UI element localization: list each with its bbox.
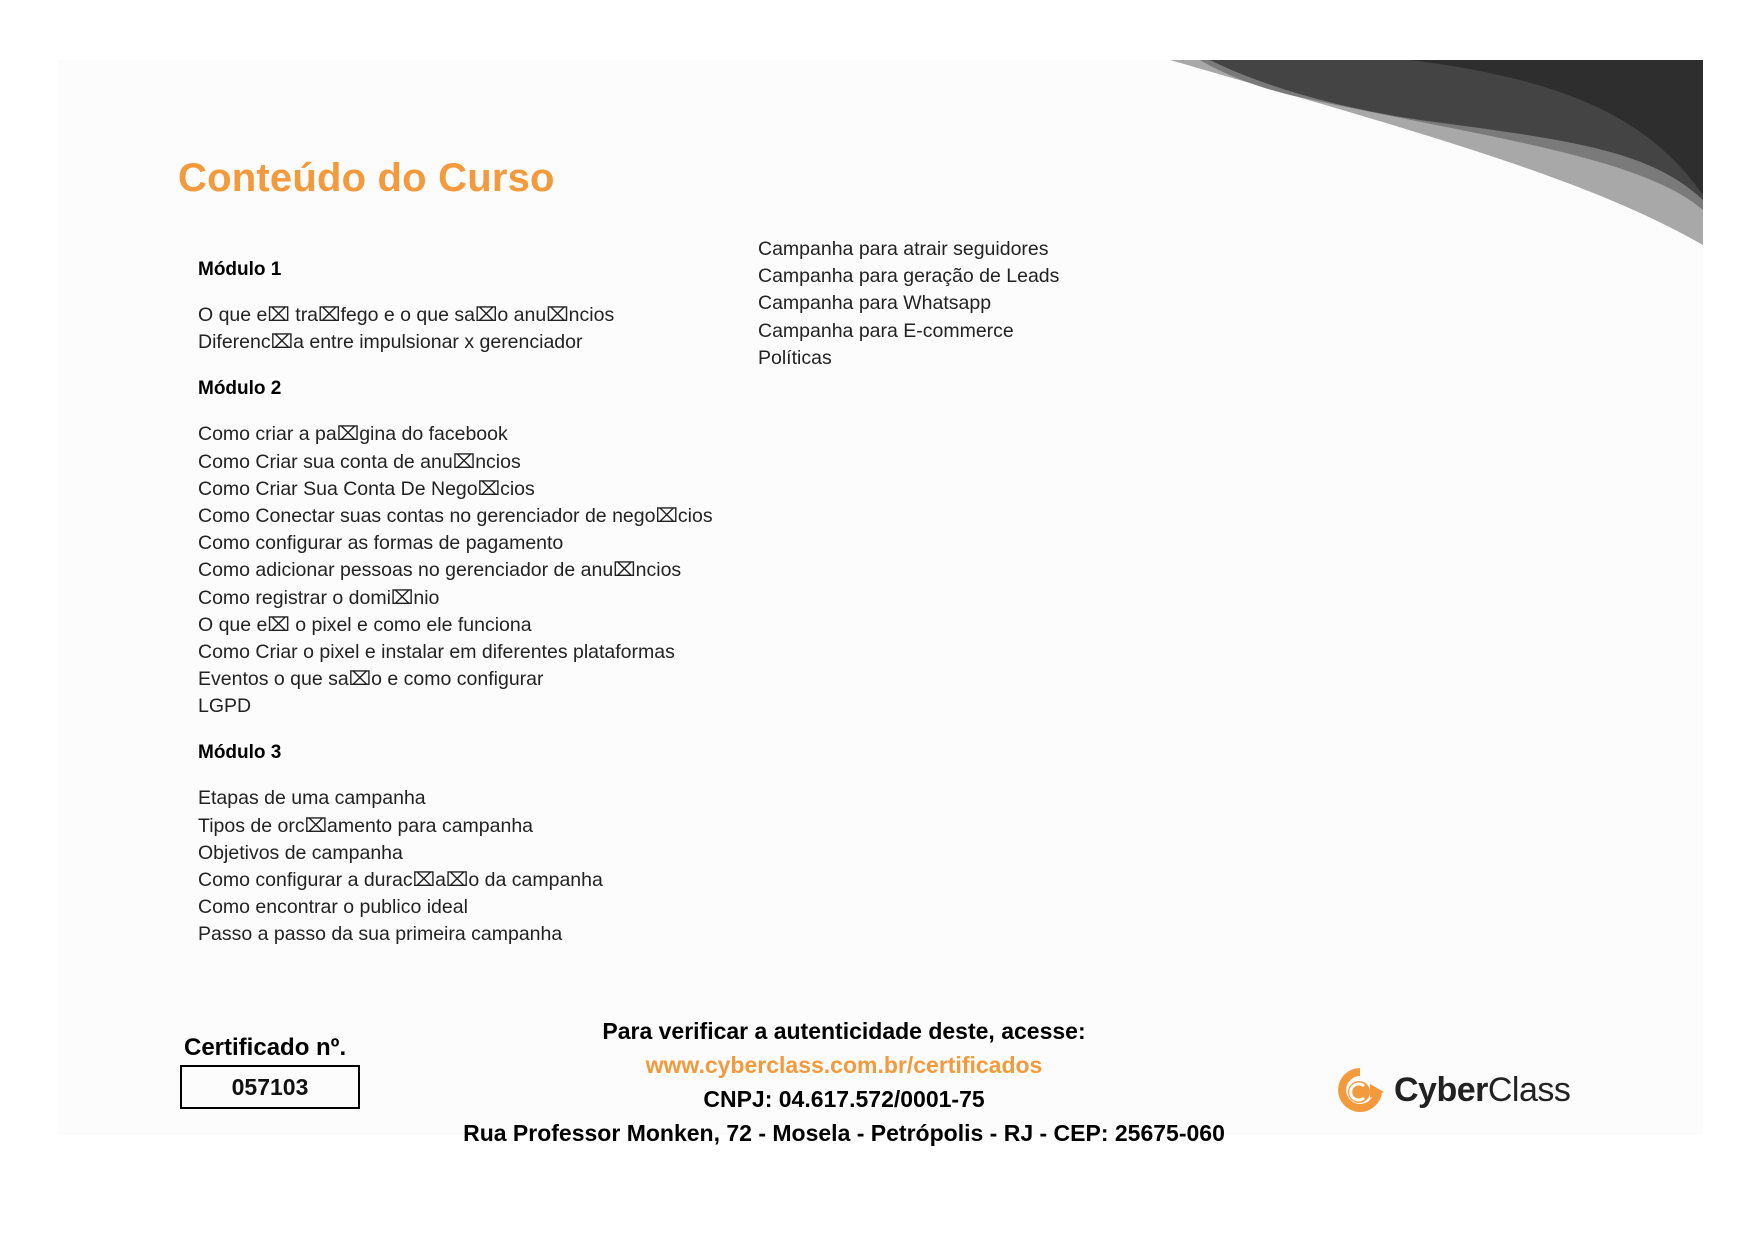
list-item: Etapas de uma campanha bbox=[198, 787, 426, 810]
module-1 bbox=[198, 256, 713, 356]
list-item: Como registrar o domi⌧nio bbox=[198, 586, 440, 609]
page-title: Conteúdo do Curso bbox=[178, 156, 555, 200]
module-title: Módulo 3 bbox=[198, 742, 282, 764]
list-item: O que e⌧ o pixel e como ele funciona bbox=[198, 613, 532, 636]
cyberclass-logo bbox=[1330, 1064, 1570, 1116]
address: Rua Professor Monken, 72 - Mosela - Petrópolis - RJ - CEP: 25675-060 bbox=[463, 1120, 1225, 1146]
list-item: Como encontrar o publico ideal bbox=[198, 896, 468, 919]
module-title: Módulo 2 bbox=[198, 378, 282, 400]
list-item: Objetivos de campanha bbox=[198, 841, 403, 864]
cnpj: CNPJ: 04.617.572/0001-75 bbox=[703, 1086, 985, 1112]
cyberclass-logo-icon bbox=[1330, 1064, 1386, 1116]
list-item: Como Criar Sua Conta De Nego⌧cios bbox=[198, 477, 535, 500]
list-item: Tipos de orc⌧amento para campanha bbox=[198, 814, 534, 837]
decorative-swoosh bbox=[1170, 60, 1703, 245]
list-item: Eventos o que sa⌧o e como configurar bbox=[198, 668, 544, 691]
logo-text-bold: Cyber bbox=[1394, 1070, 1488, 1109]
list-item: Como configurar a durac⌧a⌧o da campanha bbox=[198, 869, 603, 891]
logo-text bbox=[1394, 1071, 1570, 1110]
list-item: O que e⌧ tra⌧fego e o que sa⌧o anu⌧ncios bbox=[198, 304, 615, 326]
verify-link[interactable]: www.cyberclass.com.br/certificados bbox=[645, 1052, 1043, 1078]
list-item: Como Conectar suas contas no gerenciador de nego⌧cios bbox=[198, 504, 713, 527]
list-item: Como adicionar pessoas no gerenciador de anu⌧ncios bbox=[198, 559, 682, 582]
list-item: Diferenc⌧a entre impulsionar x gerenciador bbox=[198, 331, 583, 354]
certificate-number: 057103 bbox=[180, 1065, 360, 1109]
logo-text-regular: Class bbox=[1487, 1070, 1571, 1109]
verify-text: Para verificar a autenticidade deste, acesse: bbox=[602, 1018, 1086, 1044]
modules-column bbox=[198, 256, 713, 968]
list-item: Políticas bbox=[758, 346, 832, 369]
list-item: Campanha para Whatsapp bbox=[758, 292, 992, 315]
list-item: LGPD bbox=[198, 695, 252, 718]
certificate-number-label: Certificado nº. bbox=[184, 1034, 347, 1061]
list-item: Como Criar sua conta de anu⌧ncios bbox=[198, 450, 521, 473]
list-item: Como criar a pa⌧gina do facebook bbox=[198, 423, 508, 446]
list-item: Como Criar o pixel e instalar em diferentes plataformas bbox=[198, 640, 675, 663]
module-title: Módulo 1 bbox=[198, 259, 282, 280]
module-3 bbox=[198, 739, 713, 948]
list-item: Passo a passo da sua primeira campanha bbox=[198, 923, 563, 946]
right-column bbox=[758, 236, 1059, 372]
list-item: Como configurar as formas de pagamento bbox=[198, 532, 564, 555]
list-item: Campanha para E-commerce bbox=[758, 319, 1014, 342]
list-item: Campanha para atrair seguidores bbox=[758, 238, 1049, 260]
module-2 bbox=[198, 375, 713, 720]
list-item: Campanha para geração de Leads bbox=[758, 265, 1060, 288]
